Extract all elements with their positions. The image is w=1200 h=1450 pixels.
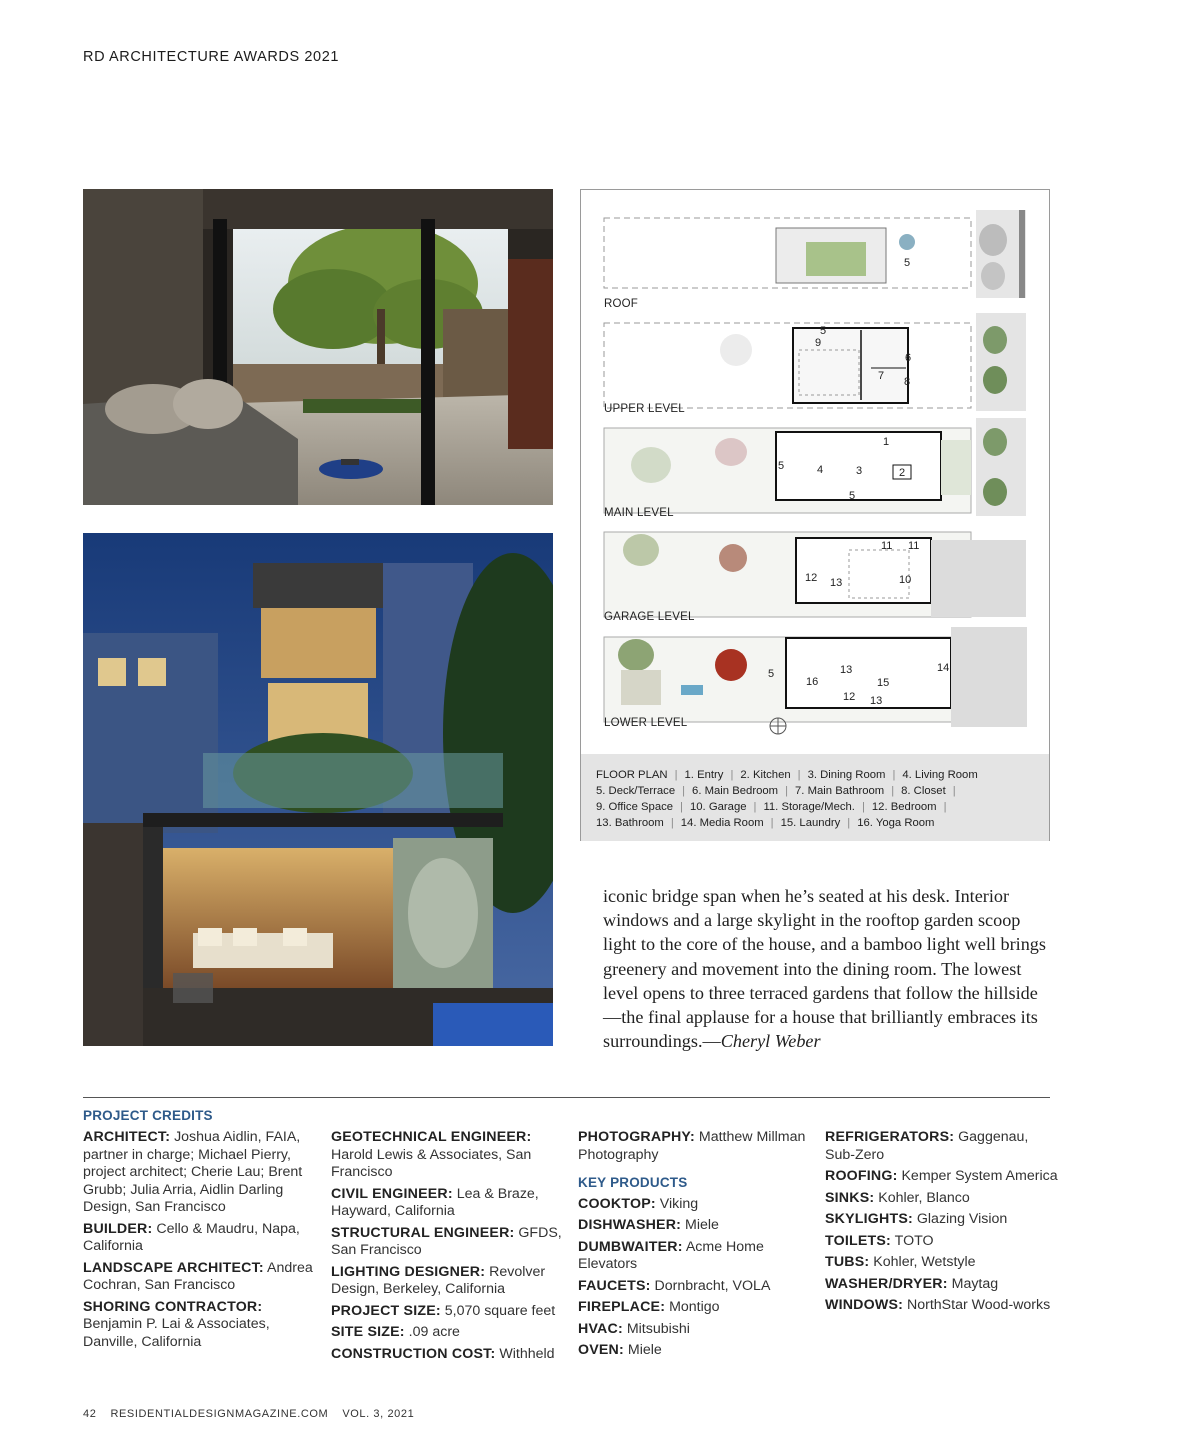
legend-title: FLOOR PLAN xyxy=(596,769,668,781)
level-label-garage: GARAGE LEVEL xyxy=(604,611,695,623)
lower-number-12: 12 xyxy=(843,691,856,703)
running-header: RD ARCHITECTURE AWARDS 2021 xyxy=(83,49,340,65)
legend-item: 10. Garage xyxy=(689,801,747,813)
floor-plan-drawing xyxy=(581,190,1049,754)
credit-builder: BUILDER: Cello & Maudru, Napa, California xyxy=(83,1220,300,1254)
garage-number-11b: 11 xyxy=(908,540,920,552)
garage-number-11a: 11 xyxy=(881,540,893,552)
lower-number-13a: 13 xyxy=(840,664,853,676)
legend-item: 2. Kitchen xyxy=(740,769,791,781)
upper-number-9: 9 xyxy=(815,337,822,349)
product-item: OVEN: Miele xyxy=(578,1342,662,1358)
credits-column-1 xyxy=(83,1129,318,1355)
product-item: HVAC: Mitsubishi xyxy=(578,1320,690,1337)
article-author: Cheryl Weber xyxy=(720,1031,821,1052)
credit-construction-cost: CONSTRUCTION COST: Withheld xyxy=(331,1345,555,1362)
product-item: DISHWASHER: Miele xyxy=(578,1217,719,1233)
article-body xyxy=(603,884,1053,1053)
credit-geotechnical: GEOTECHNICAL ENGINEER: Harold Lewis & Associates, San Francisco xyxy=(331,1129,532,1180)
credit-landscape-architect: LANDSCAPE ARCHITECT: Andrea Cochran, San Francisco xyxy=(83,1259,313,1293)
lower-number-15: 15 xyxy=(877,677,890,689)
product-item: REFRIGERATORS: Gaggenau, Sub-Zero xyxy=(825,1129,1029,1163)
credit-shoring-contractor: SHORING CONTRACTOR: Benjamin P. Lai & Associates, Danville, California xyxy=(83,1298,270,1350)
product-item: DUMBWAITER: Acme Home Elevators xyxy=(578,1238,764,1272)
upper-number-6: 6 xyxy=(905,352,912,364)
garage-number-13: 13 xyxy=(830,577,843,589)
product-item: SKYLIGHTS: Glazing Vision xyxy=(825,1211,1008,1227)
legend-item: 3. Dining Room xyxy=(807,769,886,781)
legend-item: 8. Closet xyxy=(901,785,946,797)
legend-item: 7. Main Bathroom xyxy=(795,785,885,797)
lower-number-16: 16 xyxy=(806,676,819,688)
product-item: FIREPLACE: Montigo xyxy=(578,1299,720,1315)
legend-item: 1. Entry xyxy=(684,769,724,781)
garage-number-12: 12 xyxy=(805,572,818,584)
product-item: TOILETS: TOTO xyxy=(825,1232,934,1249)
upper-number-5: 5 xyxy=(820,325,827,337)
credit-site-size: SITE SIZE: .09 acre xyxy=(331,1324,460,1340)
page-number: 42 xyxy=(83,1408,97,1420)
main-number-5a: 5 xyxy=(778,460,785,472)
key-products-title: KEY PRODUCTS xyxy=(578,1175,688,1190)
main-number-1: 1 xyxy=(883,436,890,448)
product-item: FAUCETS: Dornbracht, VOLA xyxy=(578,1277,771,1294)
footer-volume: VOL. 3, 2021 xyxy=(342,1408,415,1420)
lower-number-5: 5 xyxy=(768,668,775,680)
credit-project-size: PROJECT SIZE: 5,070 square feet xyxy=(331,1302,556,1319)
credit-structural: STRUCTURAL ENGINEER: GFDS, San Francisco xyxy=(331,1224,562,1258)
footer-site: RESIDENTIALDESIGNMAGAZINE.COM xyxy=(110,1408,329,1420)
roof-number: 5 xyxy=(904,257,911,269)
legend-item: 9. Office Space xyxy=(596,801,674,813)
credits-divider xyxy=(83,1097,1050,1098)
credits-column-4 xyxy=(825,1129,1060,1319)
credits-column-3 xyxy=(578,1129,813,1364)
main-number-5b: 5 xyxy=(849,490,856,502)
legend-item: 5. Deck/Terrace xyxy=(596,785,676,797)
credit-photography: PHOTOGRAPHY: Matthew Millman Photography xyxy=(578,1129,806,1163)
product-item: WASHER/DRYER: Maytag xyxy=(825,1275,999,1292)
credit-civil: CIVIL ENGINEER: Lea & Braze, Hayward, California xyxy=(331,1185,539,1219)
upper-number-7: 7 xyxy=(878,370,885,382)
level-label-lower: LOWER LEVEL xyxy=(604,717,688,729)
legend-item: 14. Media Room xyxy=(680,817,764,829)
article-text: iconic bridge span when he’s seated at his desk. Interior windows and a large skylight in the rooftop garden scoop light to the core of the house, and a bamboo light well brings greenery and movement into the dining room. The lowest level opens to three terraced gardens that follow the hillside—the final applause for a house that brilliantly embraces its surroundings.— xyxy=(603,886,1046,1052)
credit-lighting: LIGHTING DESIGNER: Revolver Design, Berkeley, California xyxy=(331,1263,546,1297)
credits-column-2 xyxy=(331,1129,566,1367)
exterior-night-photo xyxy=(83,533,553,1046)
legend-item: 4. Living Room xyxy=(902,769,978,781)
legend-item: 11. Storage/Mech. xyxy=(763,801,855,813)
legend-item: 12. Bedroom xyxy=(871,801,937,813)
upper-number-8: 8 xyxy=(904,376,911,388)
legend-item: 16. Yoga Room xyxy=(857,817,935,829)
credit-architect: ARCHITECT: Joshua Aidlin, FAIA, partner in charge; Michael Pierry, project architect; Cherie Lau; Brent Grubb; Julia Arria, Aidlin Darling Design, San Francisco xyxy=(83,1129,303,1215)
product-item: ROOFING: Kemper System America xyxy=(825,1168,1058,1184)
product-item: SINKS: Kohler, Blanco xyxy=(825,1189,970,1206)
garage-number-10: 10 xyxy=(899,574,912,586)
level-label-upper: UPPER LEVEL xyxy=(604,403,685,415)
floor-plan-panel xyxy=(580,189,1050,841)
level-label-main: MAIN LEVEL xyxy=(604,507,674,519)
lower-number-13b: 13 xyxy=(870,695,883,707)
product-item: COOKTOP: Viking xyxy=(578,1195,699,1212)
floor-plan-legend: FLOOR PLAN | 1. Entry | 2. Kitchen | 3. Dining Room | 4. Living Room 5. Deck/Terrace | 6. Main Bedroom | 7. Main Bathroom | 8. Closet | 9. Office Space | 10. Garage | 11. Storage/Mech. | 12. Bedroom | 13. Bathroom | 14. Media Room | 15. Laundry | 16. Yoga Room xyxy=(581,754,1049,841)
product-item: WINDOWS: NorthStar Wood-works xyxy=(825,1297,1051,1313)
product-item: TUBS: Kohler, Wetstyle xyxy=(825,1254,976,1270)
legend-item: 13. Bathroom xyxy=(596,817,664,829)
page-footer xyxy=(83,1408,428,1420)
main-number-3: 3 xyxy=(856,465,863,477)
main-number-4: 4 xyxy=(817,464,824,476)
legend-item: 6. Main Bedroom xyxy=(692,785,779,797)
lower-number-14: 14 xyxy=(937,662,950,674)
credits-title: PROJECT CREDITS xyxy=(83,1108,213,1123)
main-number-2: 2 xyxy=(899,467,906,479)
level-label-roof: ROOF xyxy=(604,298,639,310)
legend-item: 15. Laundry xyxy=(780,817,841,829)
patio-photo xyxy=(83,189,553,505)
